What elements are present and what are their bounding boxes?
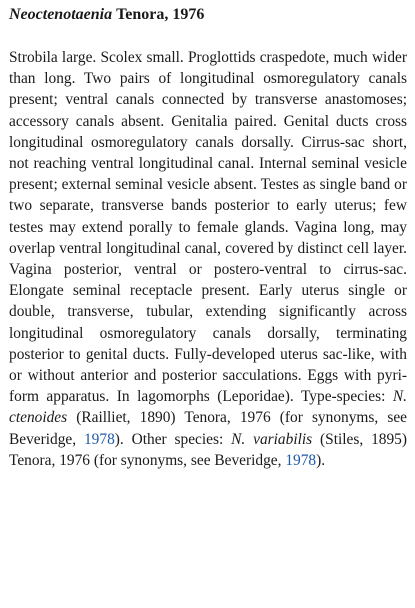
genus-description xyxy=(9,47,407,471)
other-species-name: N. variabilis xyxy=(231,430,313,448)
description-end: ). xyxy=(316,451,326,469)
type-species-name: N. ctenoides xyxy=(9,388,407,427)
genus-name: Neoctenotaenia xyxy=(9,6,113,23)
other-species-intro: ). Other species: xyxy=(114,430,232,448)
type-species-authority: (Railliet, 1890) Tenora, 1976 (for synonyms, see Beveridge, xyxy=(9,409,407,448)
genus-authority: Tenora, 1976 xyxy=(116,6,205,23)
other-species-authority: (Stiles, 1895) Tenora, 1976 (for synonyms, see Beveridge, xyxy=(9,430,407,469)
description-text: Strobila large. Scolex small. Proglottids craspedote, much wider than long. Two pairs of longitudinal osmoregulatory canals present; ventral canals connected by transverse anastomoses; accessory canals absent. Genitalia paired. Genital ducts cross longitudinal osmoregulatory canals dorsally. Cirrus-sac short, not reaching ventral longitudinal canal. Internal seminal vesicle present; external seminal vesicle absent. Testes as single band or two separate, transverse bands posterior to early uterus; few testes may extend porally to female glands. Vagina long, may overlap ventral longitudinal canal, covered by distinct cell layer. Vagina posterior, ventral or postero-ventral to cirrus-sac. Elongate seminal receptacle present. Early uterus single or double, transverse, tubular, extending significantly across longitudinal osmoregulatory canals dorsally, terminating posterior to genital ducts. Fully-developed uterus sac-like, with or without anterior and posterior sacculations. Eggs with pyriform apparatus. In lagomorphs (Leporidae). Type-species: xyxy=(9,49,407,406)
reference-link[interactable]: 1978 xyxy=(285,451,317,469)
reference-link[interactable]: 1978 xyxy=(83,430,115,448)
genus-heading xyxy=(9,3,407,27)
